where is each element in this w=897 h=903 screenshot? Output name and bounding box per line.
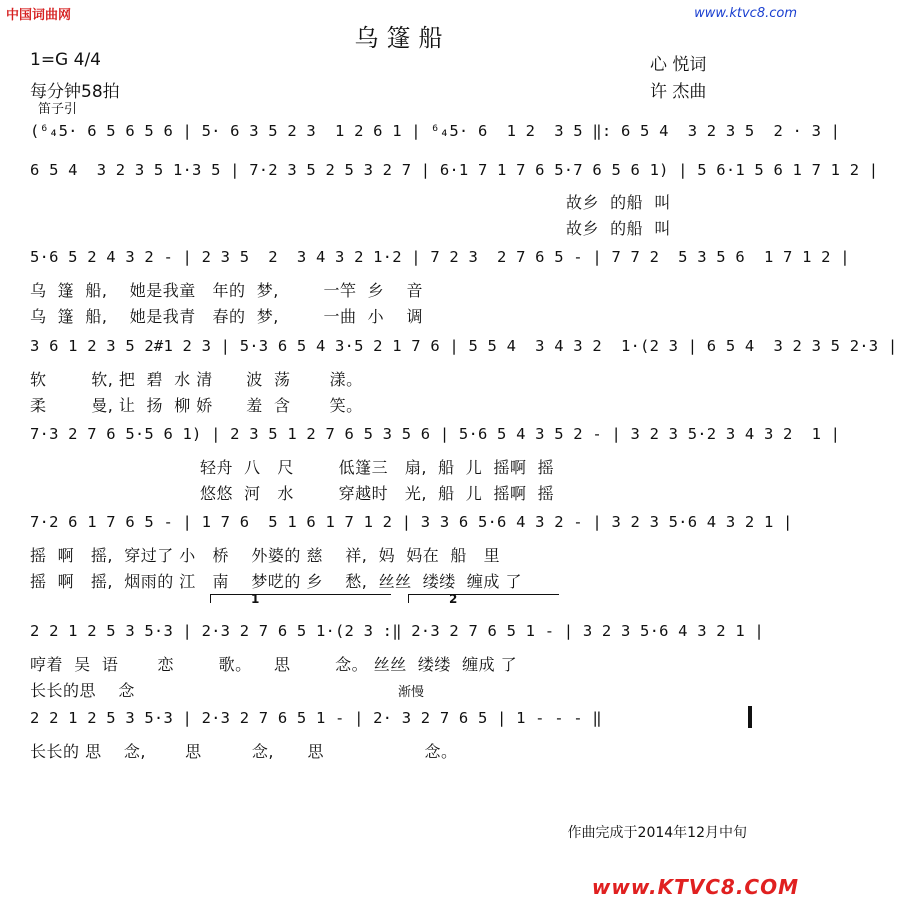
volta-bracket-2 xyxy=(408,592,559,606)
tempo-mark: 渐慢 xyxy=(398,685,425,700)
logo-text: www.KTVC8.COM xyxy=(591,875,799,899)
lyric-line-4: 乌 篷 船, 她是我青 春的 梦, 一曲 小 调 xyxy=(30,307,423,326)
notation-line-1: (⁶₄5· 6 5 6 5 6 | 5· 6 3 5 2 3 1 2 6 1 | ⁶₄5· 6 1 2 3 5 ‖: 6 5 4 3 2 3 5 2 · 3 | xyxy=(30,122,841,140)
notation-line-2: 6 5 4 3 2 3 5 1·3 5 | 7·2 3 5 2 5 3 2 7 | 6·1 7 1 7 6 5·7 6 5 6 1) | 5 6·1 5 6 1 7 1 2 | xyxy=(30,161,879,179)
notation-line-8: 2 2 1 2 5 3 5·3 | 2·3 2 7 6 5 1 - | 2· 3 2 7 6 5 | 1 - - - ‖ xyxy=(30,709,602,727)
lyricist: 心 悦词 xyxy=(650,55,707,75)
volta-label-1: 1 xyxy=(251,592,260,606)
composer: 许 杰曲 xyxy=(650,82,707,102)
lyric-line-3: 乌 篷 船, 她是我童 年的 梦, 一竿 乡 音 xyxy=(30,281,423,300)
lyric-line-13: 长长的 思 念, 思 念, 思 念。 xyxy=(30,742,458,761)
lyric-line-10: 摇 啊 摇, 烟雨的 江 南 梦呓的 乡 愁, 丝丝 缕缕 缠成 了 xyxy=(30,572,522,591)
lyric-line-7: 轻舟 八 尺 低篷三 扇, 船 儿 摇啊 摇 xyxy=(200,458,555,477)
lyric-line-6: 柔 曼, 让 扬 柳 娇 羞 含 笑。 xyxy=(30,396,363,415)
lyric-line-2: 故乡 的船 叫 xyxy=(566,219,671,238)
volta-label-2: 2 xyxy=(449,592,458,606)
notation-line-3: 5·6 5 2 4 3 2 - | 2 3 5 2 3 4 3 2 1·2 | 7 2 3 2 7 6 5 - | 7 7 2 5 3 5 6 1 7 1 2 | xyxy=(30,248,850,266)
notation-line-7: 2 2 1 2 5 3 5·3 | 2·3 2 7 6 5 1·(2 3 :‖ 2·3 2 7 6 5 1 - | 3 2 3 5·6 4 3 2 1 | xyxy=(30,622,764,640)
ktvc8-logo[interactable] xyxy=(592,875,799,899)
site-name[interactable]: 中国词曲网 xyxy=(6,8,72,23)
lyric-line-8: 悠悠 河 水 穿越时 光, 船 儿 摇啊 摇 xyxy=(200,484,555,503)
notation-line-6: 7·2 6 1 7 6 5 - | 1 7 6 5 1 6 1 7 1 2 | 3 3 6 5·6 4 3 2 - | 3 2 3 5·6 4 3 2 1 | xyxy=(30,513,793,531)
final-barline xyxy=(748,706,752,728)
notation-line-5: 7·3 2 7 6 5·5 6 1) | 2 3 5 1 2 7 6 5 3 5 6 | 5·6 5 4 3 5 2 - | 3 2 3 5·2 3 4 3 2 1 | xyxy=(30,425,841,443)
lyric-line-12: 长长的思 念 xyxy=(30,681,135,700)
intro-label: 笛子引 xyxy=(38,102,78,117)
volta-bracket-1 xyxy=(210,592,391,606)
tempo: 每分钟58拍 xyxy=(30,82,120,102)
key-signature: 1=G 4/4 xyxy=(30,50,101,70)
lyric-line-5: 软 软, 把 碧 水 清 波 荡 漾。 xyxy=(30,370,363,389)
notation-line-4: 3 6 1 2 3 5 2#1 2 3 | 5·3 6 5 4 3·5 2 1 7 6 | 5 5 4 3 4 3 2 1·(2 3 | 6 5 4 3 2 3 5 2·3 | xyxy=(30,337,897,355)
lyric-line-11: 哼着 吴 语 恋 歌。 思 念。 丝丝 缕缕 缠成 了 xyxy=(30,655,518,674)
song-title: 乌篷船 xyxy=(354,24,451,52)
lyric-line-1: 故乡 的船 叫 xyxy=(566,193,671,212)
lyric-line-9: 摇 啊 摇, 穿过了 小 桥 外婆的 慈 祥, 妈 妈在 船 里 xyxy=(30,546,501,565)
footer-note: 作曲完成于2014年12月中旬 xyxy=(567,825,747,841)
site-url[interactable]: www.ktvc8.com xyxy=(694,6,797,21)
